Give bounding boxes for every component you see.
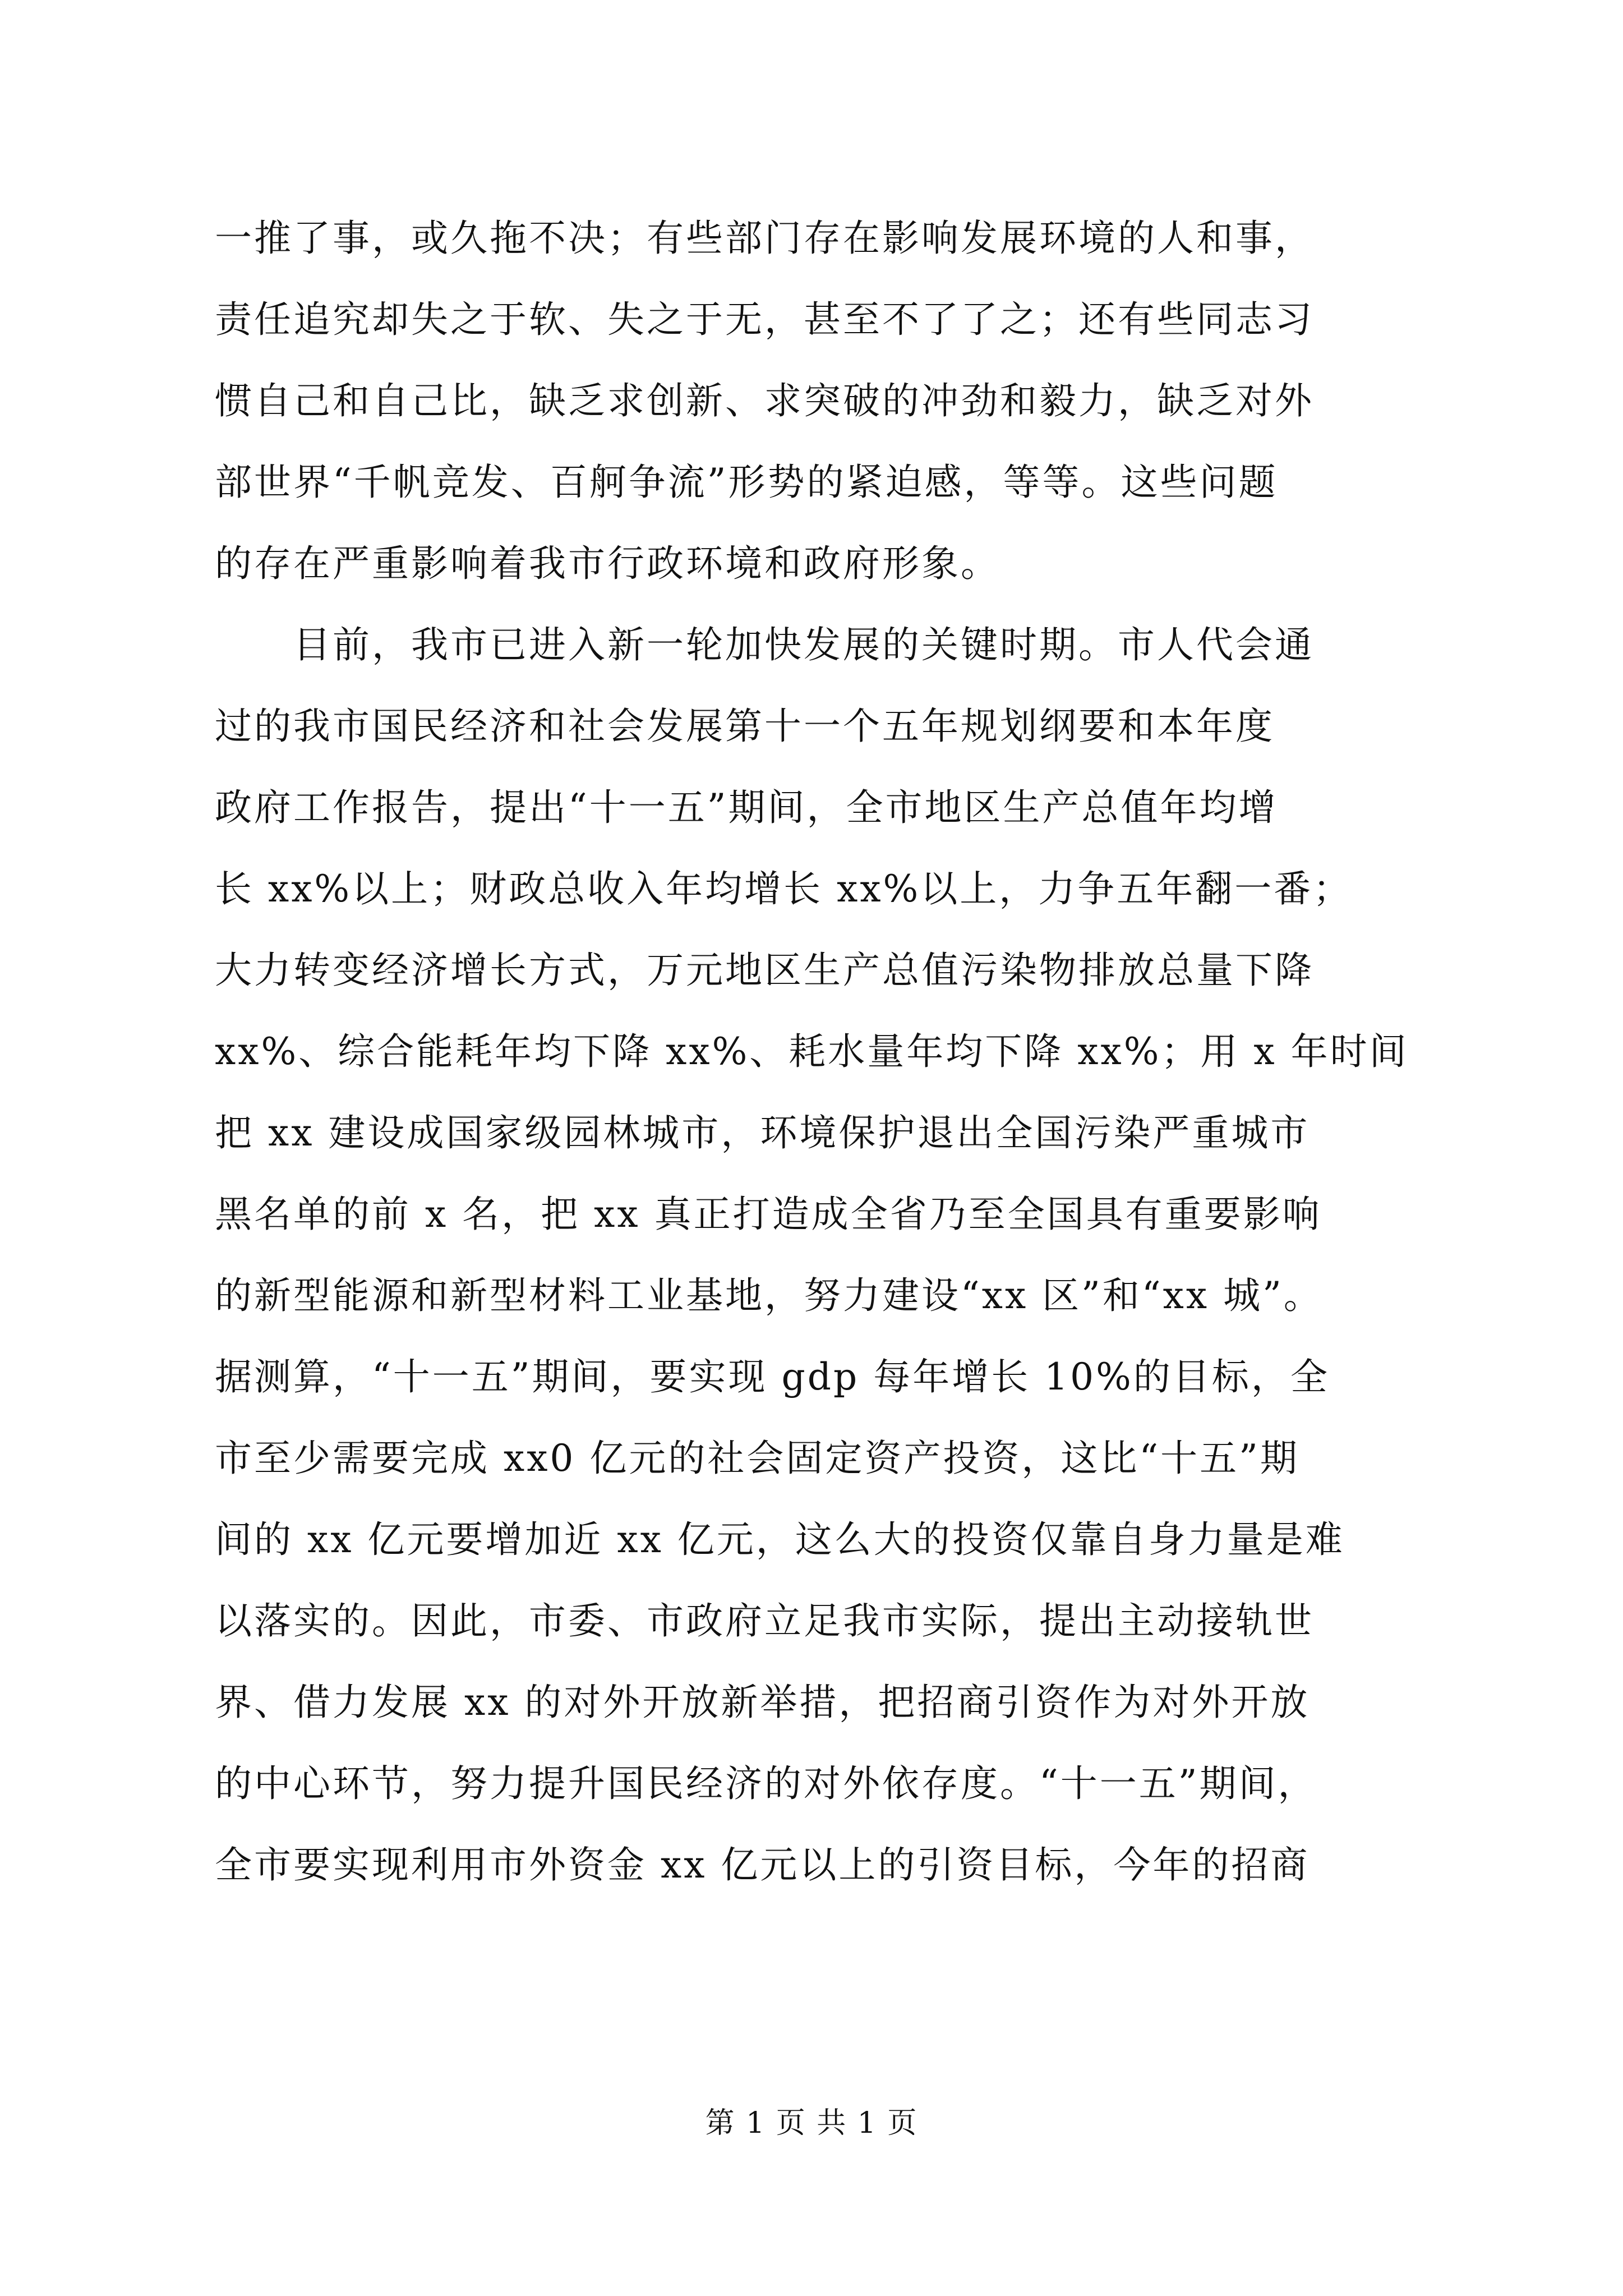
- text-line: 以落实的。因此，市委、市政府立足我市实际，提出主动接轨世: [215, 1599, 1314, 1642]
- text-line: 把 xx 建设成国家级园林城市，环境保护退出全国污染严重城市: [215, 1111, 1310, 1154]
- text-line: 大力转变经济增长方式，万元地区生产总值污染物排放总量下降: [215, 949, 1314, 992]
- text-line: 全市要实现利用市外资金 xx 亿元以上的引资目标，今年的招商: [215, 1843, 1310, 1887]
- text-line: xx%、综合能耗年均下降 xx%、耗水量年均下降 xx%；用 x 年时间: [215, 1030, 1409, 1073]
- text-line: 间的 xx 亿元要增加近 xx 亿元，这么大的投资仅靠自身力量是难: [215, 1518, 1345, 1561]
- text-line: 界、借力发展 xx 的对外开放新举措，把招商引资作为对外开放: [215, 1681, 1310, 1724]
- text-line: 长 xx%以上；财政总收入年均增长 xx%以上，力争五年翻一番；: [215, 867, 1353, 910]
- page-footer: 第 1 页 共 1 页: [705, 2106, 918, 2140]
- body-text: [215, 197, 1437, 1906]
- text-line: 市至少需要完成 xx0 亿元的社会固定资产投资，这比“十五”期: [215, 1437, 1299, 1480]
- text-line: 部世界“千帆竞发、百舸争流”形势的紧迫感，等等。这些问题: [215, 461, 1278, 504]
- text-line: 黑名单的前 x 名，把 xx 真正打造成全省乃至全国具有重要影响: [215, 1193, 1322, 1236]
- text-line: 目前，我市已进入新一轮加快发展的关键时期。市人代会通: [215, 623, 1314, 666]
- text-line: 责任追究却失之于软、失之于无，甚至不了了之；还有些同志习: [215, 298, 1314, 341]
- text-line: 的新型能源和新型材料工业基地，努力建设“xx 区”和“xx 城”。: [215, 1274, 1323, 1317]
- text-line: 过的我市国民经济和社会发展第十一个五年规划纲要和本年度: [215, 705, 1275, 748]
- text-line: 的中心环节，努力提升国民经济的对外依存度。“十一五”期间，: [215, 1762, 1317, 1805]
- text-line: 据测算，“十一五”期间，要实现 gdp 每年增长 10%的目标，全: [215, 1355, 1330, 1398]
- text-line: 政府工作报告，提出“十一五”期间，全市地区生产总值年均增: [215, 786, 1278, 829]
- text-line: 一推了事，或久拖不决；有些部门存在影响发展环境的人和事，: [215, 217, 1314, 260]
- text-line: 惯自己和自己比，缺乏求创新、求突破的冲劲和毅力，缺乏对外: [215, 379, 1314, 422]
- text-line: 的存在严重影响着我市行政环境和政府形象。: [215, 542, 1000, 585]
